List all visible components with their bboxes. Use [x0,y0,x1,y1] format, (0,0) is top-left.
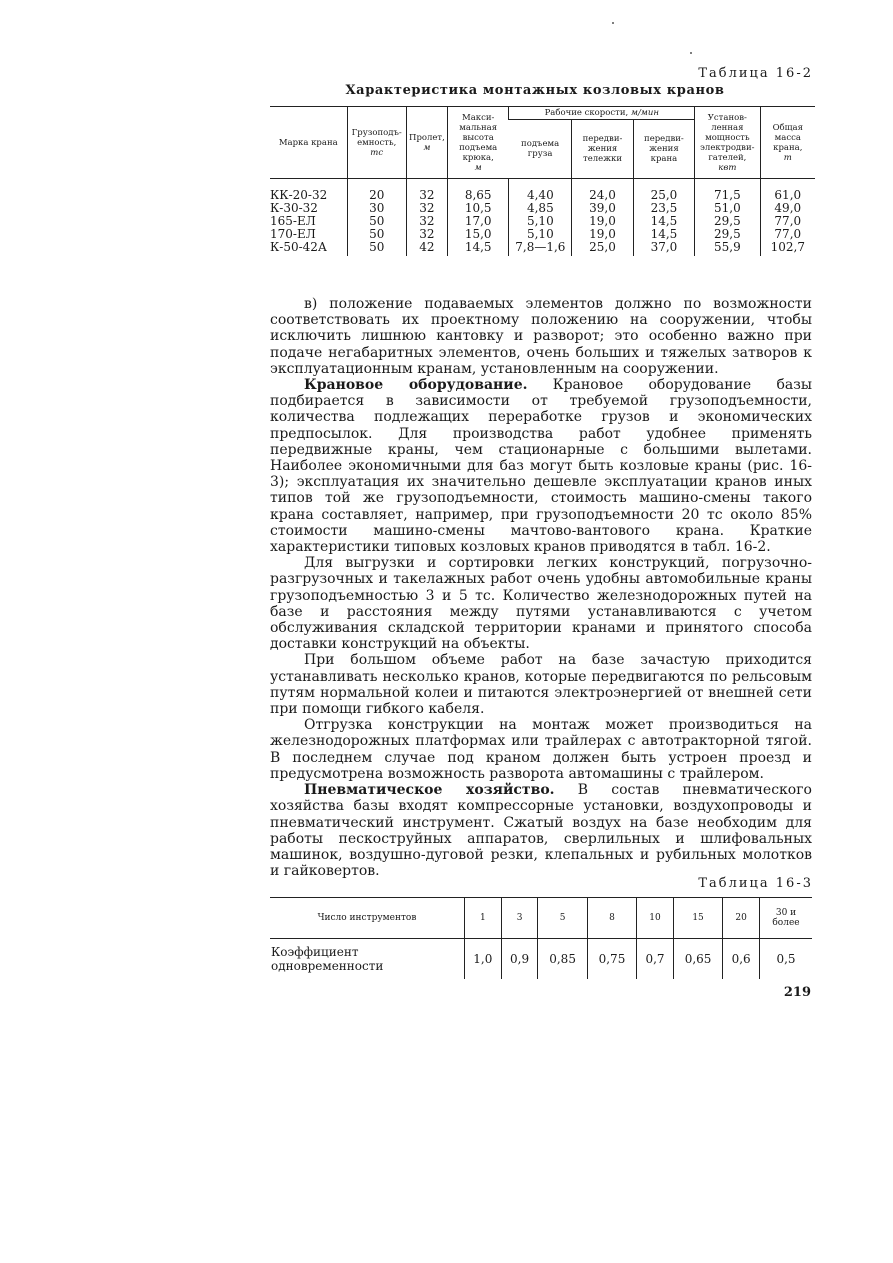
cell: 32 [406,202,447,215]
cell: 30 [347,202,406,215]
cell: 5 [538,898,587,939]
cell: 1,0 [465,939,502,980]
cell: 0,7 [637,939,674,980]
table-row [270,179,815,203]
col-mass: Общая масса крана, т [760,107,815,179]
section-heading: Крановое оборудование. [304,377,528,394]
cell: 8 [587,898,636,939]
cell: 39,0 [572,202,633,215]
table-16-3-caption: Таблица 16-3 [698,876,813,891]
cell: 0,85 [538,939,587,980]
section-heading: Пневматическое хозяйство. [304,782,555,799]
col-speeds-group: Рабочие скорости, м/мин [509,107,695,120]
row-label: Число инструментов [270,898,465,939]
cell: 20 [347,179,406,203]
cell: 8,65 [447,179,508,203]
cell: 24,0 [572,179,633,203]
cell: 50 [347,215,406,228]
scan-speck [612,22,614,24]
cell: 4,40 [509,179,572,203]
cell: 0,9 [501,939,538,980]
col-brand: Марка крана [270,107,347,179]
cell: КК-20-32 [270,188,328,202]
cell: 50 [347,228,406,241]
scan-speck [690,52,692,54]
tool-coefficient-table [270,897,812,979]
cell: 0,6 [723,939,760,980]
cell: 77,0 [760,215,815,228]
cell: 10 [637,898,674,939]
paragraph: Пневматическое хозяйство. В состав пневматического хозяйства базы входят компрессорные установки, воздухопроводы и пневматический инструмент. Сжатый воздух на базе необходим для работы пескоструйных аппаратов, сверлильных и шлифовальных машинок, воздушно-дуговой резки, клепальных и рубильных молотков и гайковертов. [270,782,812,880]
cell: 14,5 [633,228,694,241]
cell: 19,0 [572,215,633,228]
page-number: 219 [783,985,811,1000]
cell: 14,5 [633,215,694,228]
cell: 32 [406,215,447,228]
cell: 5,10 [509,215,572,228]
cell: 17,0 [447,215,508,228]
table-row [270,241,815,256]
cell: 170-ЕЛ [270,227,316,241]
cell: 25,0 [572,241,633,256]
cell: 29,5 [695,215,760,228]
cell: 15,0 [447,228,508,241]
col-span: Пролет, м [406,107,447,179]
cell: 32 [406,228,447,241]
cell: 37,0 [633,241,694,256]
cell: К-50-42А [270,240,328,254]
col-crane: передви-жения крана [633,120,694,179]
cell: 50 [347,241,406,256]
col-lift: подъема груза [509,120,572,179]
cell: 14,5 [447,241,508,256]
cell: 55,9 [695,241,760,256]
cell: 61,0 [760,179,815,203]
cell: 165-ЕЛ [270,214,316,228]
cell: 49,0 [760,202,815,215]
cell: 25,0 [633,179,694,203]
body-text [270,296,812,879]
row-label: Коэффициент одновременности [271,945,384,973]
cell: 4,85 [509,202,572,215]
cell: 71,5 [695,179,760,203]
paragraph: в) положение подаваемых элементов должно по возможности соответствовать их проектному положению на сооружении, чтобы исключить лишнюю кантовку и разворот; это особенно важно при подаче негабаритных элементов, очень больших и тяжелых затворов к эксплуатационным кранам, установленным на сооружении. [270,296,812,377]
cell: 102,7 [760,241,815,256]
cell: 5,10 [509,228,572,241]
cell: 42 [406,241,447,256]
cell: 0,65 [673,939,722,980]
table-16-2-title: Характеристика монтажных козловых кранов [345,83,725,98]
paragraph: Крановое оборудование. Крановое оборудование базы подбирается в зависимости от требуемой грузоподъемности, количества подлежащих переработке грузов и экономических предпосылок. Для производства работ удобнее применять передвижные краны, чем стационарные с большими вылетами. Наиболее экономичными для баз могут быть козловые краны (рис. 16-3); эксплуатация их значительно дешевле эксплуатации кранов иных типов той же грузоподъемности, стоимость машино-смены такого крана составляет, например, при грузоподъемности 20 тс около 85% стоимости машино-смены мачтово-вантового крана. Краткие характеристики типовых козловых кранов приводятся в табл. 16-2. [270,377,812,556]
cell: 30 и более [760,898,813,939]
cell: 1 [465,898,502,939]
col-power: Установ-ленная мощность электродви-гателей, квт [695,107,760,179]
table-row [270,898,812,939]
cell: 3 [501,898,538,939]
table-16-2-caption: Таблица 16-2 [698,66,813,81]
paragraph: Для выгрузки и сортировки легких конструкций, погрузочно-разгрузочных и такелажных работ очень удобны автомобильные краны грузоподъемностью 3 и 5 тс. Количество железнодорожных путей на базе и расстояния между путями устанавливаются с учетом обслуживания складской территории кранами и принятого способа доставки конструкций на объекты. [270,555,812,653]
cell: 51,0 [695,202,760,215]
cell: 7,8—1,6 [509,241,572,256]
cell: 77,0 [760,228,815,241]
cell: 19,0 [572,228,633,241]
cell: 0,75 [587,939,636,980]
col-height: Макси-мальная высота подъема крюка, м [447,107,508,179]
cell: 20 [723,898,760,939]
cell: 15 [673,898,722,939]
cell: 0,5 [760,939,813,980]
col-capacity: Грузоподъ-емность, тс [347,107,406,179]
cell: 10,5 [447,202,508,215]
cell: К-30-32 [270,201,318,215]
crane-characteristics-table [270,106,815,256]
table-row [270,939,812,980]
col-trolley: передви-жения тележки [572,120,633,179]
cell: 32 [406,179,447,203]
paragraph: При большом объеме работ на базе зачастую приходится устанавливать несколько кранов, которые передвигаются по рельсовым путям нормальной колеи и питаются электроэнергией от внешней сети при помощи гибкого кабеля. [270,652,812,718]
paragraph: Отгрузка конструкции на монтаж может производиться на железнодорожных платформах или трайлерах с автотракторной тягой. В последнем случае под краном должен быть устроен проезд и предусмотрена возможность разворота автомашины с трайлером. [270,717,812,782]
cell: 23,5 [633,202,694,215]
cell: 29,5 [695,228,760,241]
